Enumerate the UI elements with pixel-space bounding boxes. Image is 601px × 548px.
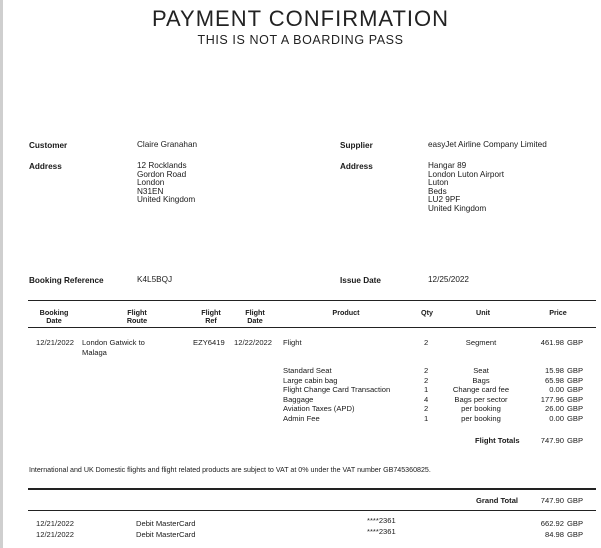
header-flight-date: Flight Date — [245, 308, 265, 325]
extra-currency: GBP — [567, 385, 584, 395]
supplier-address — [428, 162, 504, 214]
payment-card: ****2361 — [367, 527, 396, 536]
extra-qty: 2 — [424, 366, 429, 375]
flight-totals-label: Flight Totals — [475, 436, 520, 445]
supplier-address-line: Beds — [428, 186, 447, 196]
payment-currency: GBP — [567, 519, 584, 528]
flight-currency: GBP — [567, 338, 584, 347]
grand-total-bottom-rule — [28, 510, 596, 511]
grand-total-rule — [28, 488, 596, 490]
extras-price-list — [541, 366, 564, 424]
extra-product: Large cabin bag — [283, 375, 338, 385]
customer-address-label: Address — [29, 162, 62, 171]
flight-totals-currency: GBP — [567, 436, 584, 445]
extra-currency: GBP — [567, 404, 584, 414]
extras-product-list — [283, 366, 390, 424]
payment-amount: 662.92 — [540, 519, 564, 528]
extra-unit: Change card fee — [452, 385, 510, 395]
supplier-name: easyJet Airline Company Limited — [428, 140, 547, 149]
header-price: Price — [549, 308, 567, 317]
booking-reference-label: Booking Reference — [29, 276, 104, 285]
supplier-address-line: London Luton Airport — [428, 169, 505, 179]
customer-address-line: N31EN — [137, 186, 164, 196]
customer-name: Claire Granahan — [137, 140, 198, 149]
extra-qty: 2 — [424, 404, 429, 414]
extra-price: 26.00 — [544, 404, 564, 414]
flight-booking-date: 12/21/2022 — [36, 338, 75, 347]
payment-date: 12/21/2022 — [36, 519, 75, 528]
document-subtitle: THIS IS NOT A BOARDING PASS — [197, 33, 404, 47]
extra-currency: GBP — [567, 413, 584, 423]
payment-currency: GBP — [567, 530, 584, 539]
customer-label: Customer — [29, 141, 68, 150]
extra-unit: per booking — [461, 413, 501, 423]
flight-product: Flight — [283, 338, 302, 347]
extra-currency: GBP — [567, 375, 584, 385]
header-unit: Unit — [476, 308, 490, 317]
supplier-address-line: Hangar 89 — [428, 161, 467, 170]
extras-qty-list — [424, 366, 428, 424]
supplier-address-line: United Kingdom — [428, 203, 487, 213]
flight-qty: 2 — [424, 338, 429, 347]
extra-price: 15.98 — [544, 366, 564, 375]
extra-product: Aviation Taxes (APD) — [283, 404, 355, 414]
extra-currency: GBP — [567, 366, 584, 375]
header-flight-route: Flight Route — [126, 308, 148, 325]
issue-date-value: 12/25/2022 — [428, 275, 469, 284]
header-booking-date: Booking Date — [39, 308, 69, 325]
flight-unit: Segment — [465, 338, 497, 347]
extra-currency: GBP — [567, 394, 584, 404]
extra-unit: Bags per sector — [454, 394, 508, 404]
payment-method: Debit MasterCard — [136, 530, 196, 539]
customer-address — [137, 162, 195, 205]
issue-date-label: Issue Date — [340, 276, 381, 285]
header-product: Product — [332, 308, 360, 317]
extra-qty: 1 — [424, 385, 429, 395]
header-flight-ref: Flight Ref — [201, 308, 221, 325]
extra-qty: 2 — [424, 375, 429, 385]
payment-method: Debit MasterCard — [136, 519, 196, 528]
extras-unit-list — [441, 366, 521, 424]
customer-address-line: London — [137, 178, 165, 188]
extra-price: 0.00 — [549, 385, 564, 395]
grand-total-label: Grand Total — [476, 496, 519, 505]
extra-qty: 1 — [424, 413, 429, 423]
grand-total-value: 747.90 — [540, 496, 564, 505]
customer-address-line: 12 Rocklands — [137, 161, 187, 170]
payment-card: ****2361 — [367, 516, 396, 525]
flight-totals-value: 747.90 — [540, 436, 564, 445]
supplier-label: Supplier — [340, 141, 373, 150]
extra-qty: 4 — [424, 394, 429, 404]
supplier-address-line: Luton — [428, 178, 449, 188]
flight-price: 461.98 — [540, 338, 564, 347]
extra-product: Admin Fee — [283, 413, 320, 423]
extra-unit: per booking — [461, 404, 501, 414]
payment-date: 12/21/2022 — [36, 530, 75, 539]
extra-price: 65.98 — [544, 375, 564, 385]
header-qty: Qty — [421, 308, 433, 317]
flight-date: 12/22/2022 — [234, 338, 273, 347]
extra-price: 177.96 — [540, 394, 564, 404]
extras-currency-list — [567, 366, 583, 424]
document-title: PAYMENT CONFIRMATION — [151, 6, 450, 31]
extra-product: Flight Change Card Transaction — [283, 385, 391, 395]
supplier-address-line: LU2 9PF — [428, 195, 461, 205]
supplier-address-label: Address — [340, 162, 373, 171]
flight-route: London Gatwick to Malaga — [82, 338, 145, 357]
table-header-rule — [28, 327, 596, 328]
grand-total-currency: GBP — [567, 496, 584, 505]
customer-address-line: United Kingdom — [137, 195, 196, 205]
flight-ref: EZY6419 — [193, 338, 225, 347]
extra-unit: Bags — [472, 375, 490, 385]
customer-address-line: Gordon Road — [137, 169, 187, 179]
payment-amount: 84.98 — [544, 530, 564, 539]
vat-note: International and UK Domestic flights and flight related products are subject to VAT at 0% under the VAT number GB745360825. — [29, 466, 431, 474]
booking-reference-value: K4L5BQJ — [137, 275, 173, 284]
table-top-rule — [28, 300, 596, 301]
extra-product: Baggage — [283, 394, 314, 404]
page-left-border — [0, 0, 3, 548]
extra-price: 0.00 — [549, 413, 564, 423]
extra-unit: Seat — [473, 366, 489, 375]
extra-product: Standard Seat — [283, 366, 332, 375]
